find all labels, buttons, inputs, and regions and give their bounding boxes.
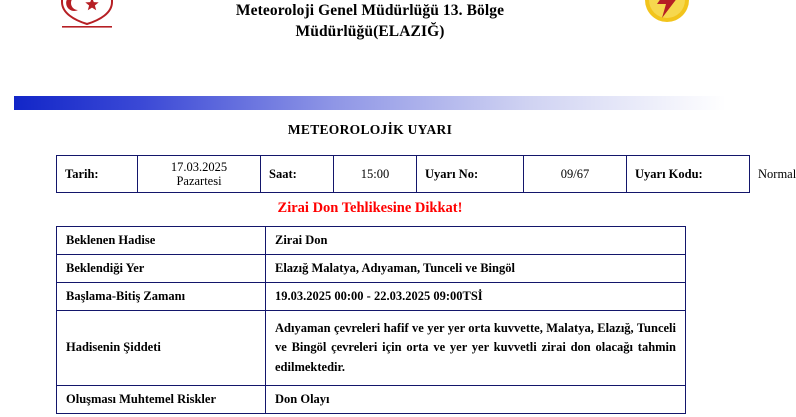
warning-heading: METEOROLOJİK UYARI bbox=[287, 122, 453, 137]
table-row bbox=[57, 255, 686, 283]
warning-details-table bbox=[56, 226, 686, 414]
time-value: 15:00 bbox=[334, 156, 417, 193]
table-row: Tarih: 17.03.2025 Pazartesi Saat: 15:00 Uyarı No: 09/67 Uyarı Kodu: Normal bbox=[57, 156, 750, 193]
red-alert-text: Zirai Don Tehlikesine Dikkat! bbox=[277, 200, 463, 216]
page-title-line-2: Müdürlüğü(ELAZIĞ) bbox=[295, 23, 445, 41]
decorative-gradient-band bbox=[14, 96, 726, 110]
detail-key-start-end-time: Başlama-Bitiş Zamanı bbox=[57, 283, 266, 311]
date-label: Tarih: bbox=[57, 156, 138, 193]
detail-key-expected-location: Beklendiği Yer bbox=[57, 255, 266, 283]
date-value-line-1: 17.03.2025 bbox=[170, 159, 228, 174]
time-label: Saat: bbox=[261, 156, 334, 193]
detail-key-possible-risks: Oluşması Muhtemel Riskler bbox=[57, 386, 266, 414]
detail-value-expected-location: Elazığ Malatya, Adıyaman, Tunceli ve Bingöl bbox=[266, 255, 686, 283]
date-value-line-2: Pazartesi bbox=[176, 174, 222, 188]
detail-key-expected-event: Beklenen Hadise bbox=[57, 227, 266, 255]
table-row bbox=[57, 386, 686, 414]
warning-no-label: Uyarı No: bbox=[417, 156, 524, 193]
table-row bbox=[57, 227, 686, 255]
table-row bbox=[57, 283, 686, 311]
detail-key-severity: Hadisenin Şiddeti bbox=[57, 311, 266, 386]
page-header bbox=[0, 0, 740, 60]
page-title-line-1: Meteoroloji Genel Müdürlüğü 13. Bölge bbox=[235, 2, 505, 19]
turkish-republic-emblem-icon bbox=[28, 0, 146, 40]
detail-value-expected-event: Zirai Don bbox=[266, 227, 686, 255]
warning-no-value: 09/67 bbox=[524, 156, 627, 193]
detail-value-start-end-time: 19.03.2025 00:00 - 22.03.2025 09:00TSİ bbox=[266, 283, 686, 311]
table-row bbox=[57, 311, 686, 386]
warning-info-table bbox=[56, 155, 796, 193]
detail-value-severity: Adıyaman çevreleri hafif ve yer yer orta kuvvette, Malatya, Elazığ, Tunceli ve Bingöl çevreleri için orta ve yer yer kuvvetli zirai don olacağı tahmin edilmektedir. bbox=[266, 311, 686, 386]
warning-code-label: Uyarı Kodu: bbox=[627, 156, 750, 193]
date-value bbox=[138, 156, 261, 193]
detail-value-possible-risks: Don Olayı bbox=[266, 386, 686, 414]
meteorology-lightning-emblem-icon bbox=[624, 0, 710, 38]
